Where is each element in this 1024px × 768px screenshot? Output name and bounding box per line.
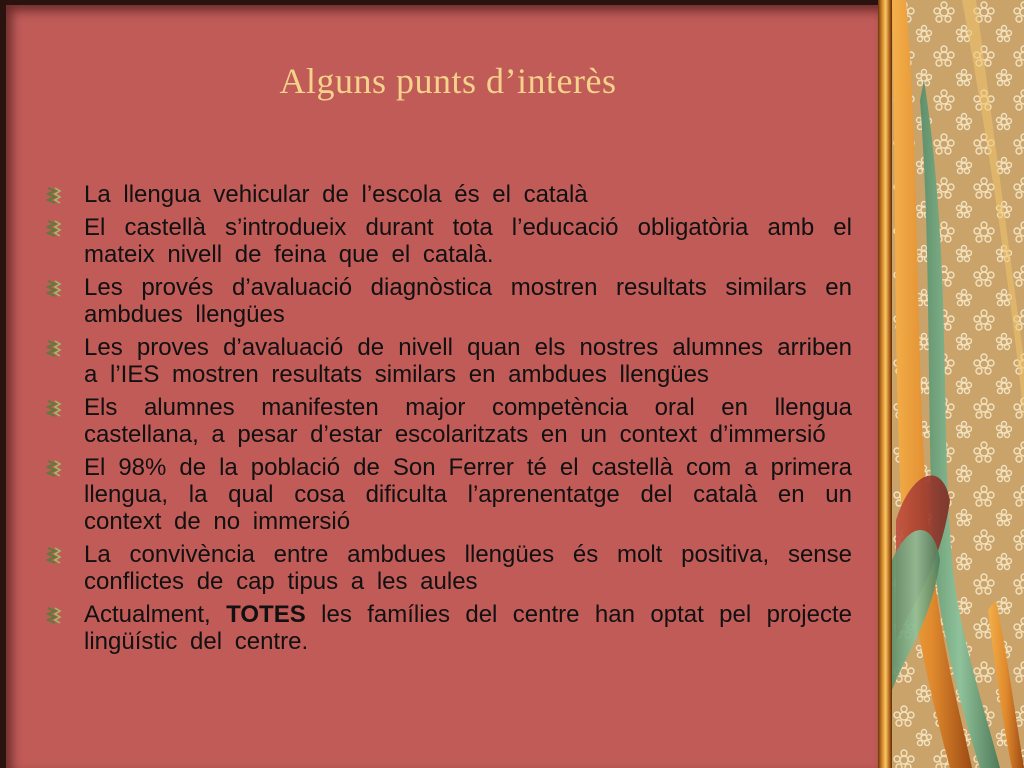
bullet-item	[46, 454, 852, 535]
leaf-bullet-icon	[46, 187, 62, 205]
bullet-text-emphasis: TOTES	[226, 601, 306, 628]
bullet-text: La llengua vehicular de l’escola és el català	[84, 181, 588, 208]
bullet-text: Les provés d’avaluació diagnòstica mostren resultats similars en ambdues llengües	[84, 274, 852, 328]
bullet-text: Els alumnes manifesten major competència oral en llengua castellana, a pesar d’estar escolaritzats en un context d’immersió	[84, 394, 852, 448]
bullet-item	[46, 181, 852, 208]
bullet-item	[46, 394, 852, 448]
leaf-bullet-icon	[46, 607, 62, 625]
bullet-item	[46, 214, 852, 268]
bullet-text-prefix: Actualment,	[84, 601, 211, 628]
leaf-bullet-icon	[46, 280, 62, 298]
bullet-item	[46, 274, 852, 328]
bullet-item	[46, 541, 852, 595]
bullet-text-suffix: les famílies del centre han optat pel projecte lingüístic del centre.	[84, 601, 852, 655]
bullet-text: La convivència entre ambdues llengües és molt positiva, sense conflictes de cap tipus a les aules	[84, 541, 852, 595]
bullet-text: El 98% de la població de Son Ferrer té el castellà com a primera llengua, la qual cosa dificulta l’aprenentatge del català en un context de no immersió	[84, 454, 852, 535]
bullet-list	[46, 181, 852, 661]
slide-title: Alguns punts d’interès	[279, 61, 617, 101]
leaf-bullet-icon	[46, 220, 62, 238]
decorative-ribbon-panel	[892, 0, 1024, 768]
bullet-text: Les proves d’avaluació de nivell quan els nostres alumnes arriben a l’IES mostren resultats similars en ambdues llengües	[84, 334, 852, 388]
leaf-bullet-icon	[46, 400, 62, 418]
ribbon-illustration	[892, 0, 1024, 768]
bullet-item	[46, 601, 852, 655]
leaf-bullet-icon	[46, 340, 62, 358]
gold-frame-border	[878, 0, 892, 768]
bullet-text: El castellà s’introdueix durant tota l’educació obligatòria amb el mateix nivell de feina que el català.	[84, 214, 852, 268]
leaf-bullet-icon	[46, 547, 62, 565]
leaf-bullet-icon	[46, 460, 62, 478]
bullet-item	[46, 334, 852, 388]
